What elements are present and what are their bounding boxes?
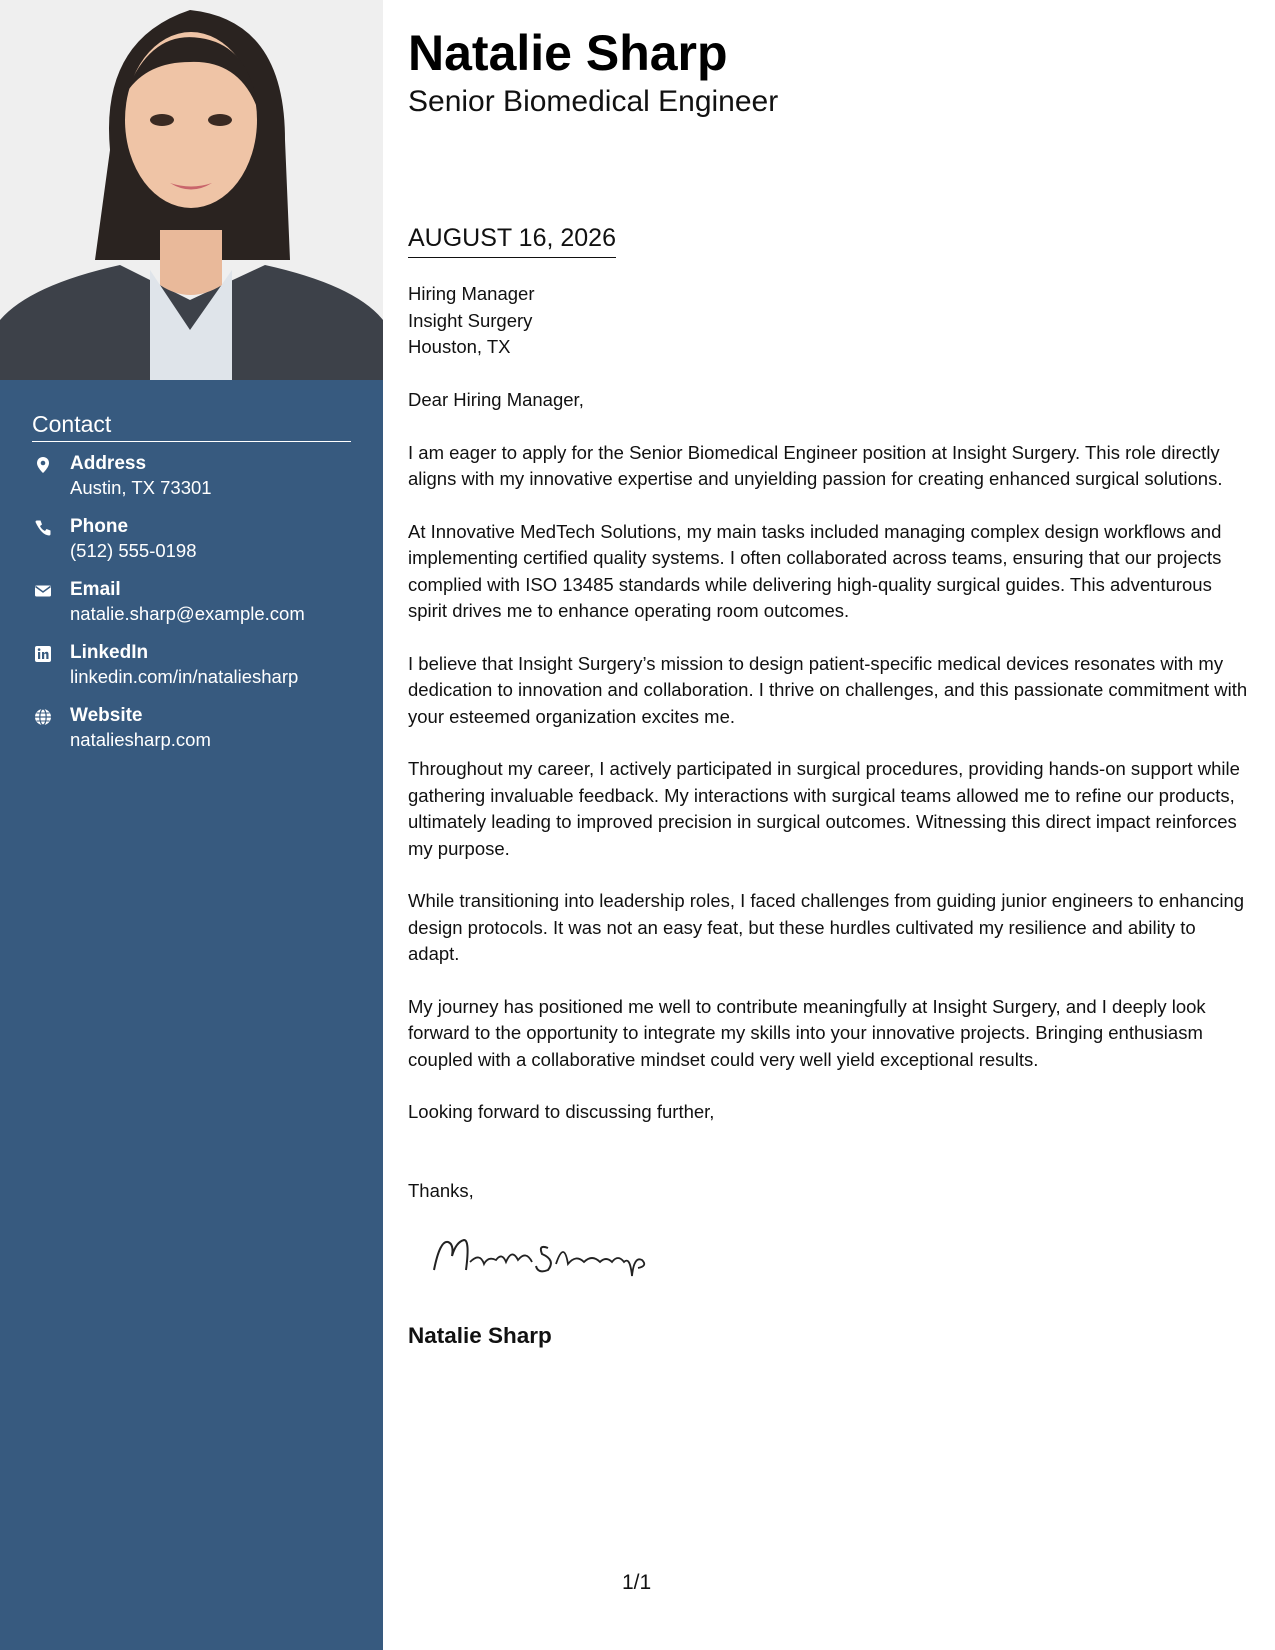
sidebar	[0, 0, 383, 1650]
location-pin-icon	[34, 456, 52, 474]
letter-content	[408, 387, 1248, 1152]
email-value[interactable]: natalie.sharp@example.com	[70, 603, 305, 624]
recipient-line: Houston, TX	[408, 336, 511, 357]
page-number: 1/1	[622, 1571, 652, 1594]
linkedin-value[interactable]: linkedin.com/in/nataliesharp	[70, 666, 299, 687]
email-label: Email	[70, 579, 121, 600]
contact-heading: Contact	[32, 410, 351, 442]
contact-item-email	[32, 578, 351, 641]
applicant-title: Senior Biomedical Engineer	[408, 85, 779, 118]
letter-paragraph: I am eager to apply for the Senior Biomedical Engineer position at Insight Surgery. This role directly aligns with my innovative expertise and unyielding passion for creating enhanced surgical solutions.	[408, 441, 1223, 489]
recipient-block	[408, 281, 534, 361]
handwritten-signature	[426, 1226, 666, 1286]
linkedin-label: LinkedIn	[70, 642, 149, 663]
contact-item-website	[32, 704, 351, 767]
applicant-name: Natalie Sharp	[408, 25, 728, 81]
letter-paragraph: Throughout my career, I actively participated in surgical procedures, providing hands-on support while gathering invaluable feedback. My interactions with surgical teams allowed me to refine our products, ultimately leading to improved precision in surgical outcomes. Witnessing this direct impact reinforces my purpose.	[408, 758, 1240, 859]
contact-item-address	[32, 452, 351, 515]
linkedin-icon	[34, 645, 52, 663]
letter-paragraph: My journey has positioned me well to contribute meaningfully at Insight Surgery, and I deeply look forward to the opportunity to integrate my skills into your innovative projects. Bringing enthusiasm coupled with a collaborative mindset could very well yield exceptional results.	[408, 995, 1206, 1070]
portrait-illustration	[0, 0, 383, 380]
phone-icon	[34, 519, 52, 537]
website-value[interactable]: nataliesharp.com	[70, 729, 211, 750]
signer-name: Natalie Sharp	[408, 1323, 552, 1348]
letter-paragraph: At Innovative MedTech Solutions, my main tasks included managing complex design workflows and implementing certified quality systems. I often collaborated across teams, ensuring that our projects complied with ISO 13485 standards while delivering high-quality surgical guides. This adventurous spirit drives me to enhance operating room outcomes.	[408, 520, 1222, 621]
address-label: Address	[70, 453, 147, 474]
closing: Thanks,	[408, 1180, 474, 1201]
phone-value[interactable]: (512) 555-0198	[70, 540, 197, 561]
profile-photo	[0, 0, 383, 380]
contact-item-phone	[32, 515, 351, 578]
letter-paragraph: Looking forward to discussing further,	[408, 1101, 715, 1122]
letter-date: AUGUST 16, 2026	[408, 222, 616, 258]
letter-paragraph: While transitioning into leadership roles, I faced challenges from guiding junior engineers to enhancing design protocols. It was not an easy feat, but these hurdles cultivated my resilience and ability to adapt.	[408, 890, 1245, 964]
address-value: Austin, TX 73301	[70, 477, 212, 498]
contact-item-linkedin	[32, 641, 351, 704]
globe-icon	[34, 708, 52, 726]
salutation: Dear Hiring Manager,	[408, 389, 584, 410]
letter-paragraph: I believe that Insight Surgery’s mission to design patient-specific medical devices resonates with my dedication to innovation and collaboration. I thrive on challenges, and this passionate commitment with your esteemed organization excites me.	[408, 652, 1248, 727]
contact-section	[32, 410, 351, 767]
phone-label: Phone	[70, 516, 129, 537]
website-label: Website	[70, 705, 143, 726]
recipient-line: Hiring Manager	[408, 283, 535, 304]
recipient-line: Insight Surgery	[408, 309, 533, 331]
envelope-icon	[34, 582, 52, 600]
